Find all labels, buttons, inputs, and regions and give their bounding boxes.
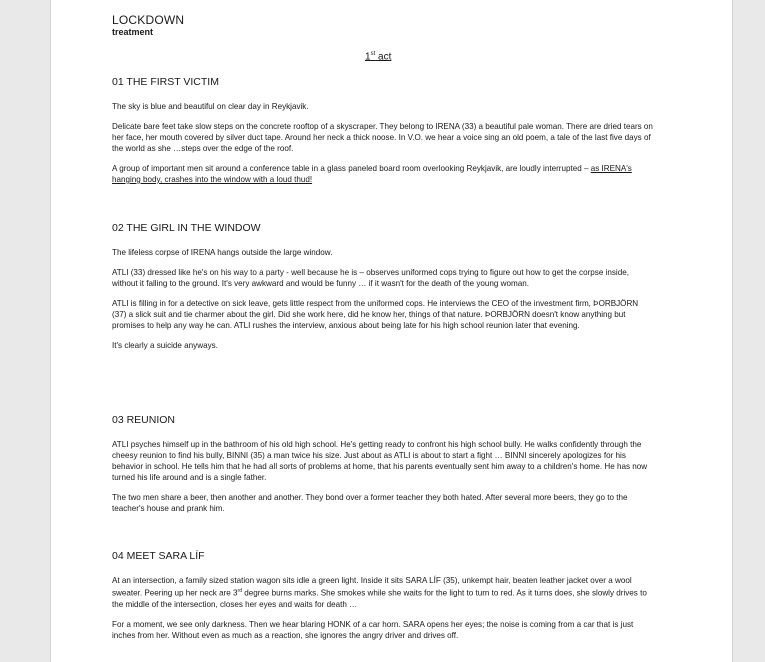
- paragraph: ATLI psyches himself up in the bathroom of his old high school. He's getting ready to confront his high school bully. He walks confidently through the cheesy reunion to find his bully, BINNI (35) a man twice his size. Just about as ATLI is about to start a fight … BINNI sincerely apologizes for his behavior in school. He tells him that he had all sorts of problems at home, that his parents eventually sent him away to a children's home. He has now turned his life around and is a single father.: [112, 440, 648, 482]
- underlined-text: as IRENA's hanging body, crashes into the window with a loud thud!: [112, 164, 632, 184]
- paragraph: The lifeless corpse of IRENA hangs outside the large window.: [112, 248, 333, 257]
- title-block: [112, 13, 652, 38]
- paragraph-text: A group of important men sit around a conference table in a glass paneled board room overlooking Reykjavik, are loudly interrupted –: [112, 164, 591, 173]
- act-label: act: [378, 51, 392, 63]
- paragraph: [112, 163, 654, 185]
- act-heading: [365, 51, 391, 62]
- act-number: 1: [365, 51, 371, 63]
- section-heading: 04 MEET SARA LÍF: [112, 550, 205, 562]
- section-heading: 03 REUNION: [112, 414, 176, 426]
- paragraph: It's clearly a suicide anyways.: [112, 341, 218, 350]
- section-heading: 01 THE FIRST VICTIM: [112, 76, 219, 88]
- paragraph: [112, 575, 654, 610]
- paragraph: For a moment, we see only darkness. Then we hear blaring HONK of a car horn. SARA opens her eyes; the noise is coming from a car that is just inches from her. Without even as much as a reaction, she ignores the angry driver and drives off.: [112, 619, 634, 640]
- document-title: LOCKDOWN: [112, 13, 185, 27]
- section-reunion: [112, 414, 654, 523]
- act-ordinal: st: [370, 51, 376, 57]
- section-girl-in-window: [112, 222, 654, 360]
- paragraph-text: At an intersection, a family sized station wagon sits idle a green light. Inside it sits SARA LÍF (35), unkempt hair, beaten leather jacket over a wool sweater. Peering up her neck are 3: [112, 576, 632, 598]
- document-subtitle: treatment: [112, 27, 154, 37]
- paragraph: Delicate bare feet take slow steps on the concrete rooftop of a skyscraper. They belong to IRENA (33) a beautiful pale woman. There are dried tears on her face, her mouth covered by silver duct tape. Around her neck a thick noose. In V.O. we hear a voice sing an old poem, a tale of the last five days of the world as she …steps over the edge of the roof.: [112, 122, 653, 153]
- paragraph: ATLI (33) dressed like he's on his way to a party - well because he is – observes uniformed cops trying to figure out how to get the corpse inside, without it falling to the ground. It's very awkward and would be funny … if it wasn't for the death of the young woman.: [112, 268, 629, 288]
- paragraph: ATLI is filling in for a detective on sick leave, gets little respect from the uniformed cops. He interviews the CEO of the investment firm, ÞORBJÖRN (37) a slick suit and tie charmer about the girl. Did she work here, did he know her, things of that nature. ÞORBJÖRN doesn't know anything but promises to help any way he can. ATLI rushes the interview, anxious about being late for his high school reunion later that evening.: [112, 299, 639, 330]
- paragraph: The two men share a beer, then another and another. They bond over a former teacher they both hated. After several more beers, they go to the teacher's house and prank him.: [112, 493, 628, 513]
- ordinal-suffix: rd: [237, 588, 242, 594]
- document-page: [50, 0, 733, 662]
- section-heading: 02 THE GIRL IN THE WINDOW: [112, 222, 261, 234]
- paragraph: The sky is blue and beautiful on clear day in Reykjavik.: [112, 102, 309, 111]
- section-first-victim: [112, 76, 654, 194]
- section-meet-sara-lif: [112, 550, 654, 650]
- paragraph-text: degree burns marks. She smokes while she waits for the light to turn to red. As it turns does, she slowly drives to the middle of the intersection, closes her eyes and waits for death …: [112, 588, 647, 609]
